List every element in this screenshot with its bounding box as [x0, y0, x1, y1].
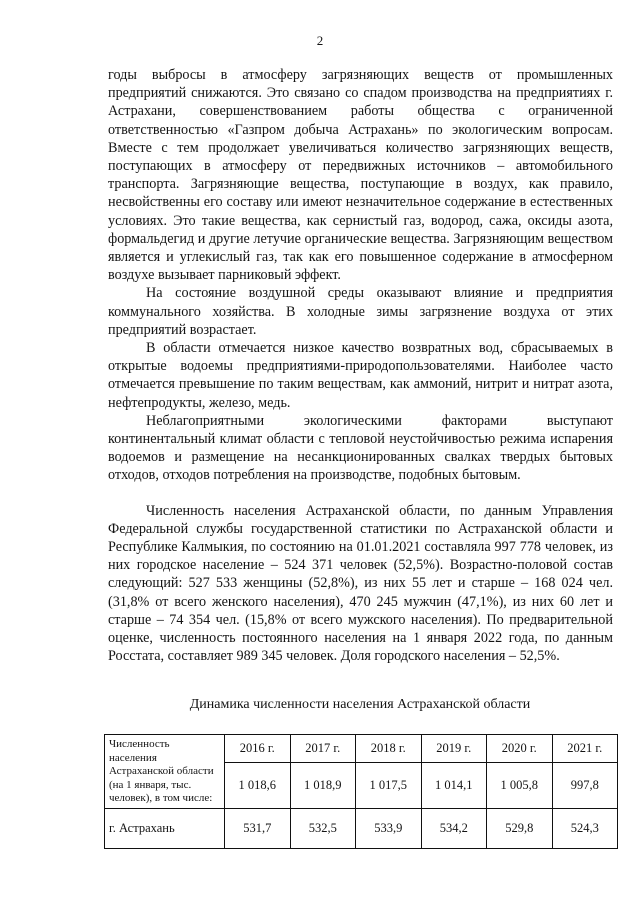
table-cell: 534,2 [421, 808, 487, 848]
table-cell: 532,5 [290, 808, 356, 848]
table-title: Динамика численности населения Астраханской области [189, 697, 531, 712]
year-header: 2021 г. [552, 735, 618, 763]
table-cell: 531,7 [225, 808, 291, 848]
year-header: 2018 г. [356, 735, 422, 763]
table-cell: 1 018,6 [225, 762, 291, 808]
table-cell: 1 018,9 [290, 762, 356, 808]
paragraph: В области отмечается низкое качество возвратных вод, сбрасываемых в открытые водоемы предприятиями-природопользователями. Наиболее часто отмечается превышение по таким веществам, как аммоний, нитрит и нитрат азота, нефтепродукты, железо, медь. [108, 340, 613, 411]
table-cell: 524,3 [552, 808, 618, 848]
year-header: 2020 г. [487, 735, 553, 763]
table-cell: 533,9 [356, 808, 422, 848]
year-header: 2019 г. [421, 735, 487, 763]
paragraph: Численность населения Астраханской области, по данным Управления Федеральной службы государственной статистики по Астраханской области и Республике Калмыкия, по состоянию на 01.01.2021 составляла 997 778 человек, из них городское население – 524 371 человек (52,5%). Возрастно-половой состав следующий: 527 533 женщины (52,8%), из них 55 лет и старше – 168 024 чел. (31,8% от всего женского населения), 470 245 мужчин (47,1%), из них 60 лет и старше – 74 354 чел. (15,8% от всего мужского населения). По предварительной оценке, численность постоянного населения на 1 января 2022 года, по данным Росстата, составляет 989 345 человек. Доля городского населения – 52,5%. [108, 502, 613, 665]
paragraph: Неблагоприятными экологическими факторами выступают континентальный климат области с тепловой неустойчивостью режима испарения водоемов и размещение на несанкционированных свалках твердых бытовых отходов, отходов потребления на производстве, подобных бытовым. [108, 412, 613, 484]
paragraph: годы выбросы в атмосферу загрязняющих веществ от промышленных предприятий снижаются. Это связано со спадом производства на предприятиях г. Астрахани, совершенствованием работы общества с ограниченной ответственностью «Газпром добыча Астрахань» по экологическим вопросам. Вместе с тем продолжает увеличиваться количество загрязняющих веществ, поступающих в атмосферу от передвижных источников – автомобильного транспорта. Загрязняющие вещества, поступающие в воздух, как правило, несвойственны его составу или имеют незначительное содержание в естественных условиях. Это такие вещества, как сернистый газ, водород, сажа, оксиды азота, формальдегид и другие летучие органические вещества. Загрязняющим веществом является и углекислый газ, так как его повышенное содержание в атмосферном воздухе вызывает парниковый эффект. [108, 67, 613, 284]
table-cell: 1 005,8 [487, 762, 553, 808]
year-header: 2017 г. [290, 735, 356, 763]
year-header: 2016 г. [225, 735, 291, 763]
body-text [108, 66, 613, 666]
city-label: г. Астрахань [105, 808, 225, 848]
table-cell: 1 014,1 [421, 762, 487, 808]
table-header-row [105, 735, 618, 763]
table-cell: 1 017,5 [356, 762, 422, 808]
population-table [104, 734, 618, 849]
table-cell: 997,8 [552, 762, 618, 808]
table-row [105, 808, 618, 848]
table-row-header: Численность населения Астраханской области (на 1 января, тыс. человек), в том числе: [105, 735, 225, 809]
paragraph: На состояние воздушной среды оказывают влияние и предприятия коммунального хозяйства. В холодные зимы загрязнение воздуха от этих предприятий возрастает. [108, 285, 613, 338]
page-number: 2 [316, 33, 324, 48]
table-cell: 529,8 [487, 808, 553, 848]
